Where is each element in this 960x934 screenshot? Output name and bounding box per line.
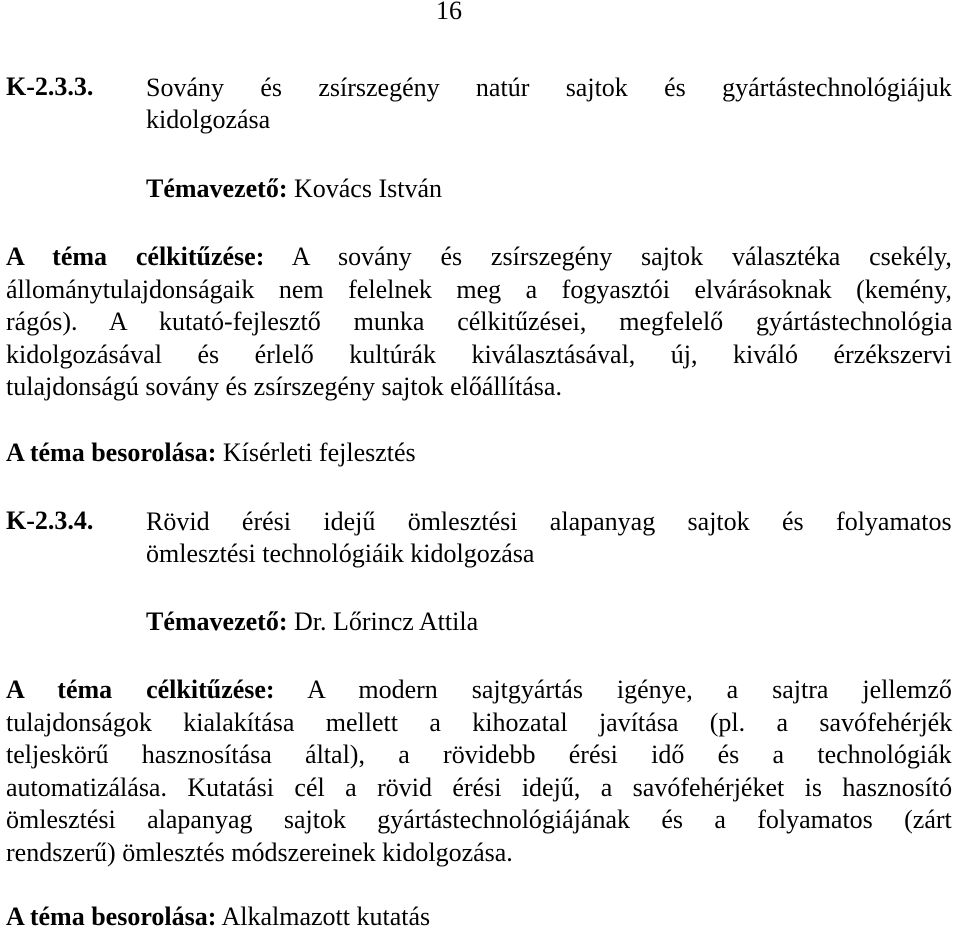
goal-text: A modern sajtgyártás igénye, a sajtra jellemző — [274, 675, 952, 704]
goal-line: tulajdonságok kialakítása mellett a kihozatal javítása (pl. a savófehérjék — [6, 707, 953, 737]
section-heading-k233 — [6, 72, 952, 142]
page-number: 16 — [436, 0, 462, 25]
title-line: Rövid érési idejű ömlesztési alapanyag sajtok és folyamatos — [146, 507, 952, 536]
classification-label: A téma besorolása: — [6, 902, 217, 931]
supervisor-label: Témavezető: — [146, 174, 288, 203]
supervisor — [146, 607, 478, 637]
goal-line: teljeskörű hasznosítása által), a rövidebb érési idő és a technológiák — [6, 740, 952, 770]
section-code: K-2.3.3. — [6, 72, 94, 101]
supervisor — [146, 174, 442, 204]
supervisor-label: Témavezető: — [146, 607, 288, 636]
goal-text: A sovány és zsírszegény sajtok választéka csekély, — [264, 242, 952, 271]
title-line: kidolgozása — [146, 105, 271, 134]
classification-value: Alkalmazott kutatás — [216, 902, 431, 931]
goal-line: rendszerű) ömlesztés módszereinek kidolgozása. — [6, 837, 513, 867]
classification — [6, 902, 430, 932]
goal-line: ömlesztési alapanyag sajtok gyártástechnológiájának és a folyamatos (zárt — [6, 805, 952, 835]
goal-line: kidolgozásával és érlelő kultúrák kiválasztásával, új, kiváló érzékszervi — [6, 339, 952, 369]
supervisor-row — [6, 607, 952, 641]
supervisor-name: Dr. Lőrincz Attila — [287, 607, 479, 636]
goal-label: A téma célkitűzése: — [6, 675, 275, 704]
goal-line: állománytulajdonságaik nem felelnek meg a fogyasztói elvárásoknak (kemény, — [6, 274, 952, 304]
goal-line — [6, 241, 952, 274]
goal-line — [6, 674, 952, 707]
goal-line: automatizálása. Kutatási cél a rövid érési idejű, a savófehérjéket is hasznosító — [6, 772, 953, 802]
goal-paragraph — [6, 241, 952, 404]
supervisor-name: Kovács István — [287, 174, 442, 203]
classification-value: Kísérleti fejlesztés — [216, 438, 416, 467]
goal-label: A téma célkitűzése: — [6, 242, 265, 271]
section-heading-k234 — [6, 506, 952, 576]
supervisor-row — [6, 174, 952, 208]
classification-label: A téma besorolása: — [6, 438, 217, 467]
section-code: K-2.3.4. — [6, 506, 94, 535]
classification — [6, 438, 416, 468]
goal-paragraph — [6, 674, 952, 870]
goal-line: tulajdonságú sovány és zsírszegény sajtok előállítása. — [6, 372, 562, 402]
section-title — [146, 72, 952, 136]
title-line: Sovány és zsírszegény natúr sajtok és gyártástechnológiájuk — [146, 73, 952, 102]
goal-line: rágós). A kutató-fejlesztő munka célkitűzései, megfelelő gyártástechnológia — [6, 307, 953, 337]
title-line: ömlesztési technológiáik kidolgozása — [146, 539, 535, 568]
section-title — [146, 506, 952, 570]
